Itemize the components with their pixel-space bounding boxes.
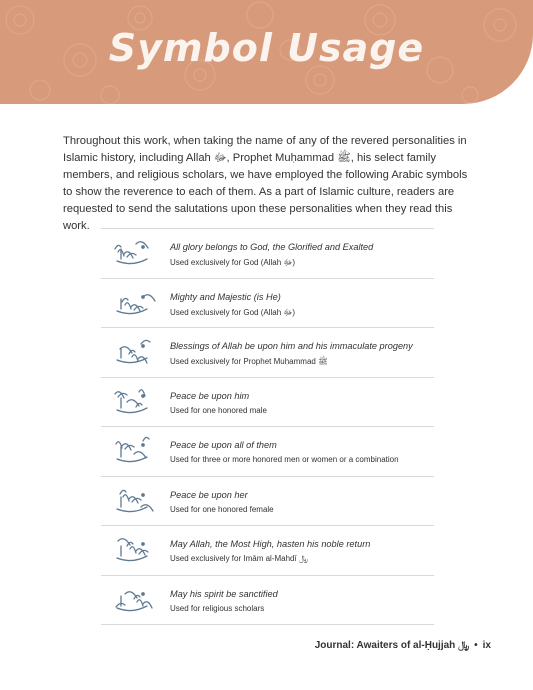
symbol-row [101, 377, 434, 427]
symbol-usage: Used exclusively for Imām al-Mahdī ﷼ [170, 554, 308, 563]
symbol-usage: Used for one honored male [170, 405, 267, 415]
symbol-row [101, 525, 434, 575]
calligraphy-quddisa-sirruh-icon [107, 584, 157, 616]
symbol-usage: Used exclusively for God (Allah ﷻ) [170, 307, 296, 317]
symbol-row [101, 327, 434, 377]
calligraphy-azza-wa-jal-icon [107, 287, 157, 319]
footer-separator: • [474, 640, 478, 651]
symbol-table [101, 228, 434, 625]
calligraphy-alayhim-salam-icon [107, 435, 157, 467]
symbol-row [101, 476, 434, 526]
symbol-meaning: Peace be upon her [170, 489, 248, 500]
calligraphy-ajjal-icon [107, 534, 157, 566]
symbol-meaning: Mighty and Majestic (is He) [170, 291, 281, 302]
symbol-usage: Used for three or more honored men or women or a combination [170, 455, 399, 464]
header-banner [0, 0, 533, 104]
symbol-meaning: Peace be upon all of them [170, 440, 277, 450]
calligraphy-salawat-icon [107, 336, 157, 368]
intro-paragraph: Throughout this work, when taking the name of any of the revered personalities in Islamic history, including Allah ﷻ, Prophet Muḥammad ﷺ, his select family members, and religious scholars, we have employed the following Arabic symbols to show the reverence to each of them. As a part of Islamic culture, readers are requested to send the salutations upon these personalities when they read this work. [63, 135, 468, 232]
page-title: Symbol Usage [108, 26, 425, 70]
calligraphy-alayhi-salam-icon [107, 386, 157, 418]
symbol-usage: Used exclusively for God (Allah ﷻ) [170, 258, 296, 267]
symbol-meaning: Blessings of Allah be upon him and his immaculate progeny [170, 341, 413, 351]
symbol-row [101, 278, 434, 328]
symbol-meaning: May his spirit be sanctified [170, 588, 278, 599]
calligraphy-subhanahu-icon [107, 237, 157, 269]
journal-title: Journal: Awaiters of al-Ḥujjah ﷼ [314, 640, 470, 651]
symbol-meaning: Peace be upon him [170, 390, 250, 401]
symbol-meaning: May Allah, the Most High, hasten his noble return [170, 539, 371, 549]
symbol-row [101, 575, 434, 626]
symbol-row [101, 228, 434, 278]
symbol-row [101, 426, 434, 476]
page-footer [315, 640, 491, 651]
calligraphy-alayha-salam-icon [107, 485, 157, 517]
symbol-usage: Used for one honored female [170, 504, 274, 514]
symbol-usage: Used exclusively for Prophet Muḥammad ﷺ [170, 357, 328, 366]
symbol-meaning: All glory belongs to God, the Glorified and Exalted [170, 242, 374, 252]
page-number: ix [482, 640, 491, 651]
symbol-usage: Used for religious scholars [170, 603, 265, 613]
